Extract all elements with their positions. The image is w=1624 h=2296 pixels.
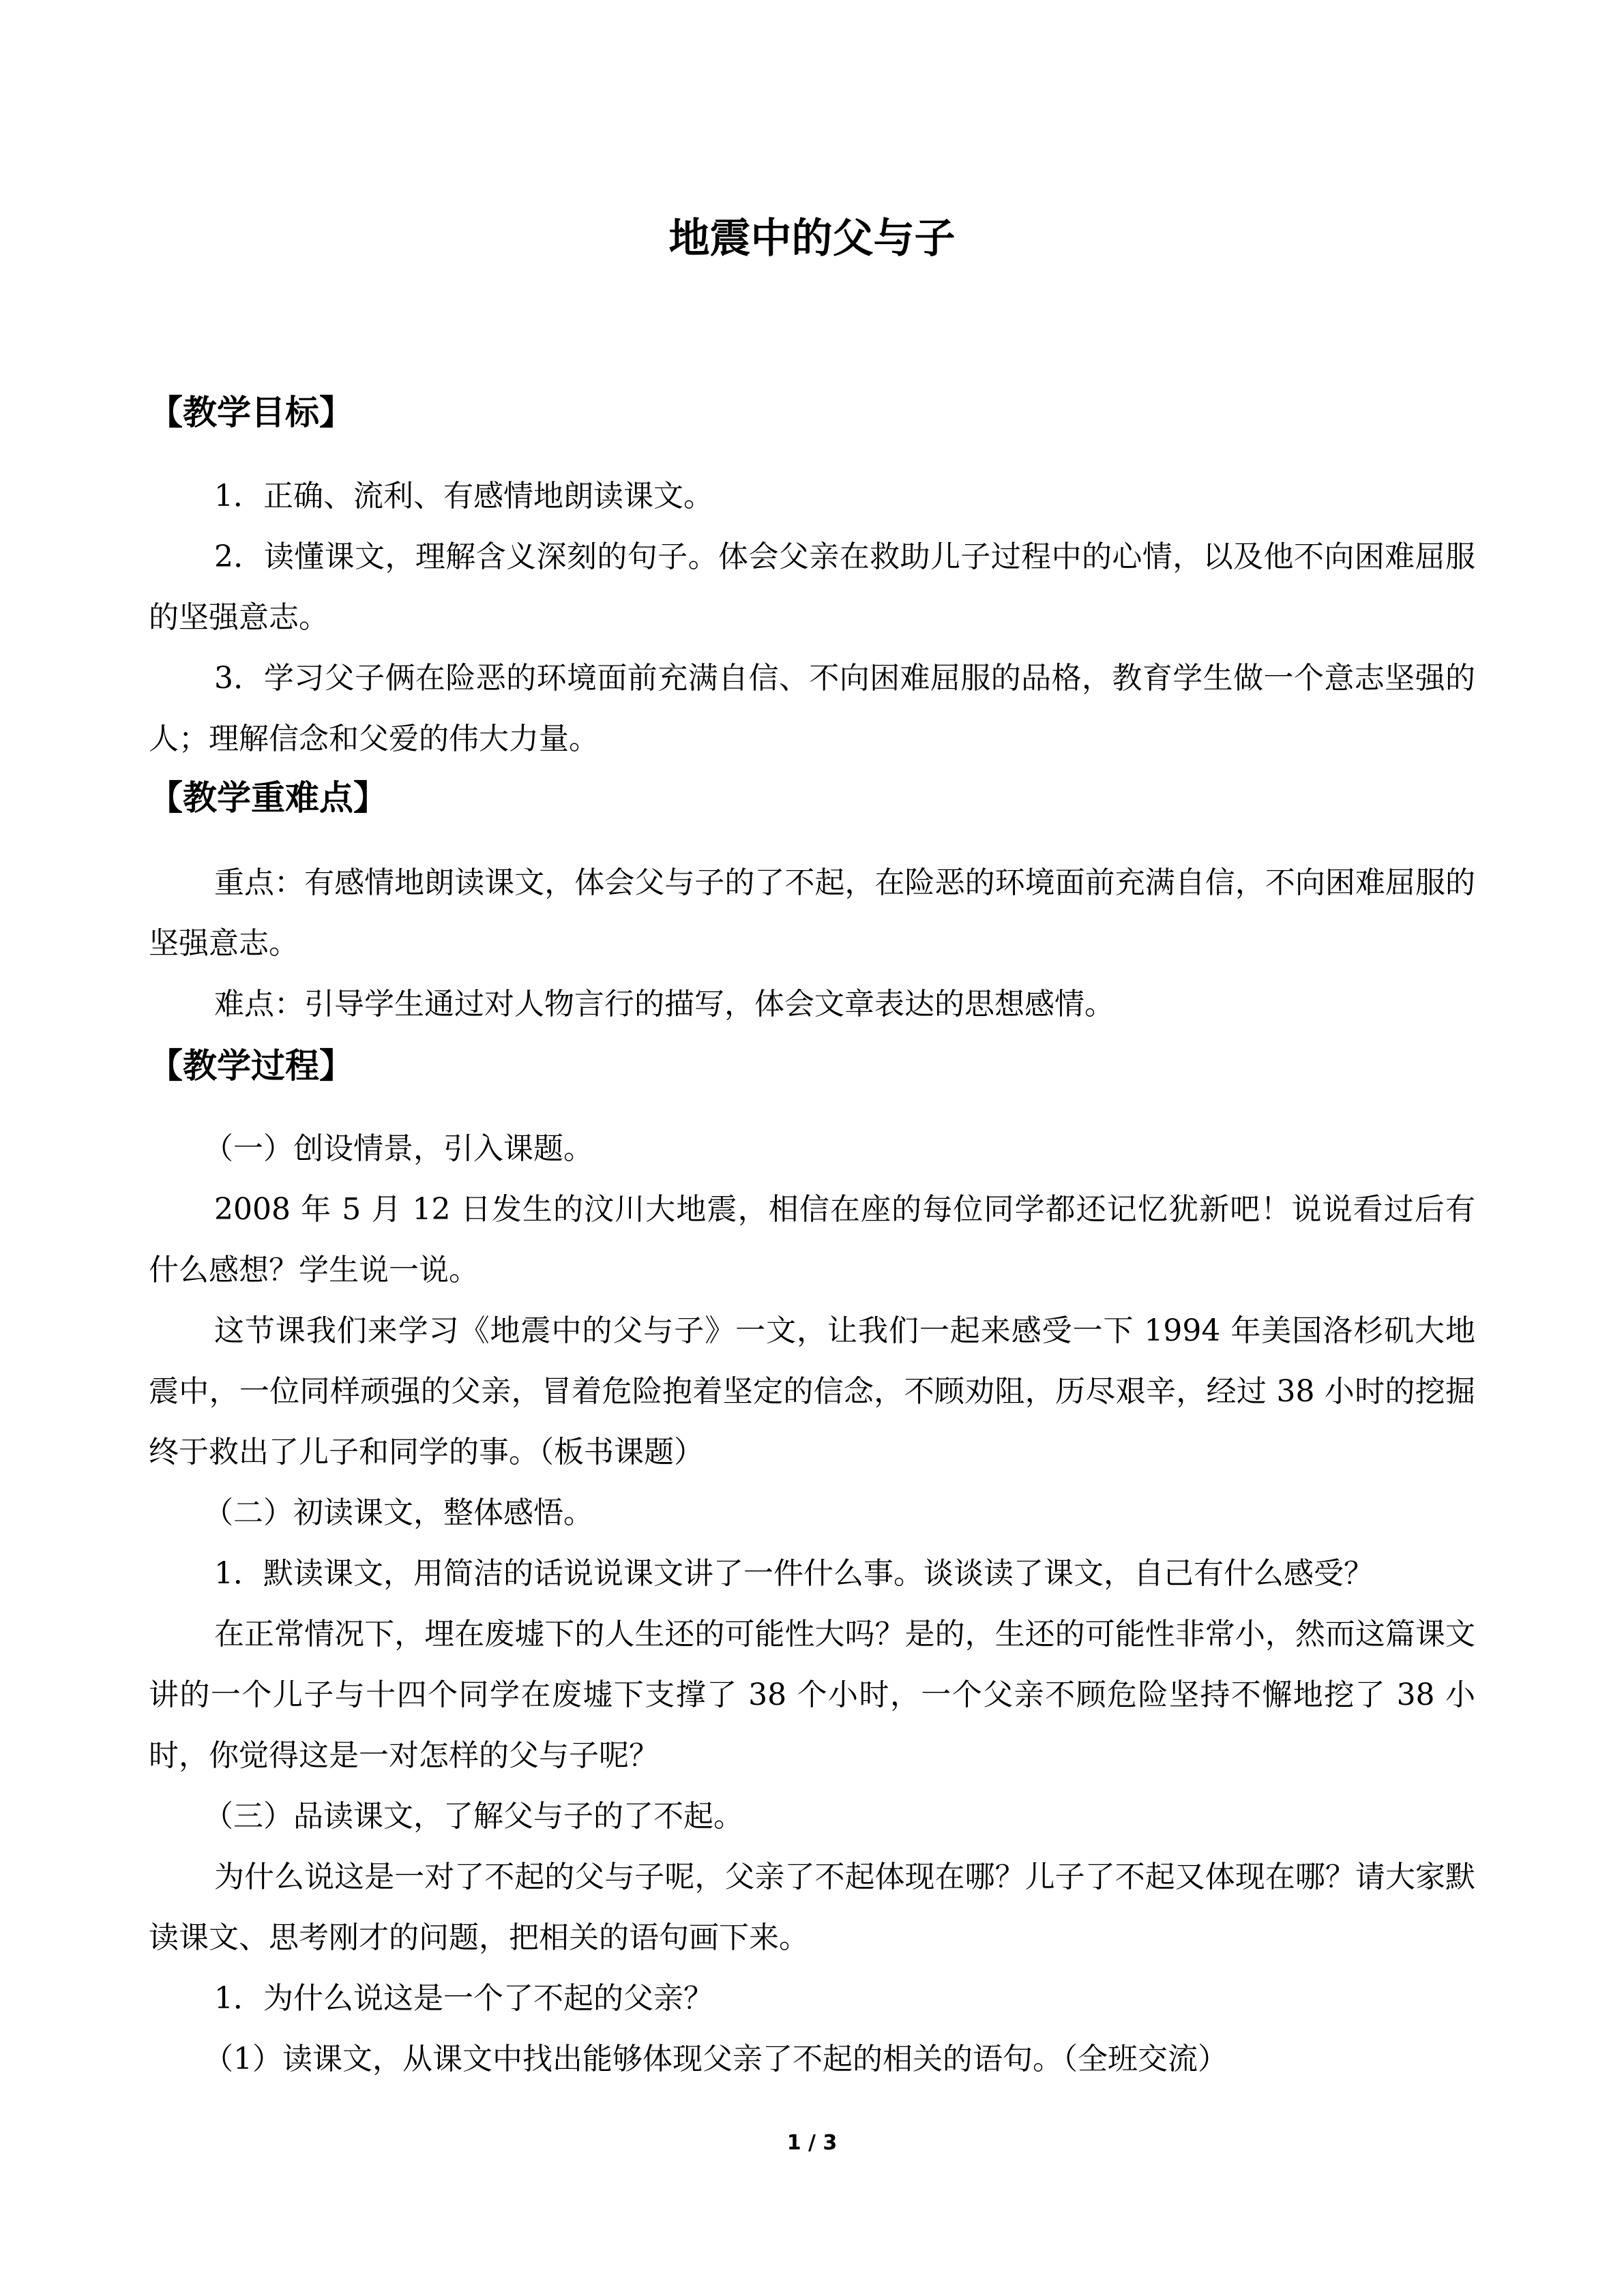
- process-step-2: （二）初读课文，整体感悟。: [203, 1495, 593, 1530]
- process-paragraph-3: 1．默读课文，用简洁的话说说课文讲了一件什么事。谈谈读了课文，自己有什么感受？: [214, 1556, 1374, 1591]
- goal-item-3: 3．学习父子俩在险恶的环境面前充满自信、不向困难屈服的品格，教育学生做一个意志坚强的人；理解信念和父爱的伟大力量。: [149, 661, 1475, 756]
- process-step-1: （一）创设情景，引入课题。: [203, 1131, 593, 1166]
- goal-item-1: 1．正确、流利、有感情地朗读课文。: [214, 479, 713, 513]
- document-title: 地震中的父与子: [668, 215, 956, 263]
- process-paragraph-1: 2008 年 5 月 12 日发生的汶川大地震，相信在座的每位同学都还记忆犹新吧！说说看过后有什么感想？学生说一说。: [149, 1192, 1475, 1287]
- section-heading-goals: 【教学目标】: [149, 393, 353, 432]
- process-paragraph-2: 这节课我们来学习《地震中的父与子》一文，让我们一起来感受一下 1994 年美国洛杉矶大地震中，一位同样顽强的父亲，冒着危险抱着坚定的信念，不顾劝阻，历尽艰辛，经过 38 小时的挖掘终于救出了儿子和同学的事。（板书课题）: [149, 1313, 1475, 1470]
- section-heading-process: 【教学过程】: [149, 1046, 353, 1086]
- page-number: 1 / 3: [786, 2131, 838, 2155]
- section-heading-keypoints: 【教学重难点】: [149, 778, 387, 818]
- process-paragraph-7: （1）读课文，从课文中找出能够体现父亲了不起的相关的语句。（全班交流）: [203, 2042, 1228, 2076]
- process-paragraph-6: 1．为什么说这是一个了不起的父亲？: [214, 1981, 713, 2016]
- keypoint-item-2: 难点：引导学生通过对人物言行的描写，体会文章表达的思想感情。: [214, 987, 1114, 1022]
- process-paragraph-4: 在正常情况下，埋在废墟下的人生还的可能性大吗？是的，生还的可能性非常小，然而这篇课文讲的一个儿子与十四个同学在废墟下支撑了 38 个小时，一个父亲不顾危险坚持不懈地挖了 38 小时，你觉得这是一对怎样的父与子呢？: [149, 1617, 1475, 1773]
- process-step-3: （三）品读课文，了解父与子的了不起。: [203, 1799, 743, 1834]
- goal-item-2: 2．读懂课文，理解含义深刻的句子。体会父亲在救助儿子过程中的心情，以及他不向困难屈服的坚强意志。: [149, 539, 1475, 635]
- keypoint-item-1: 重点：有感情地朗读课文，体会父与子的了不起，在险恶的环境面前充满自信，不向困难屈服的坚强意志。: [149, 865, 1475, 961]
- process-paragraph-5: 为什么说这是一对了不起的父与子呢，父亲了不起体现在哪？儿子了不起又体现在哪？请大家默读课文、思考刚才的问题，把相关的语句画下来。: [149, 1860, 1475, 1955]
